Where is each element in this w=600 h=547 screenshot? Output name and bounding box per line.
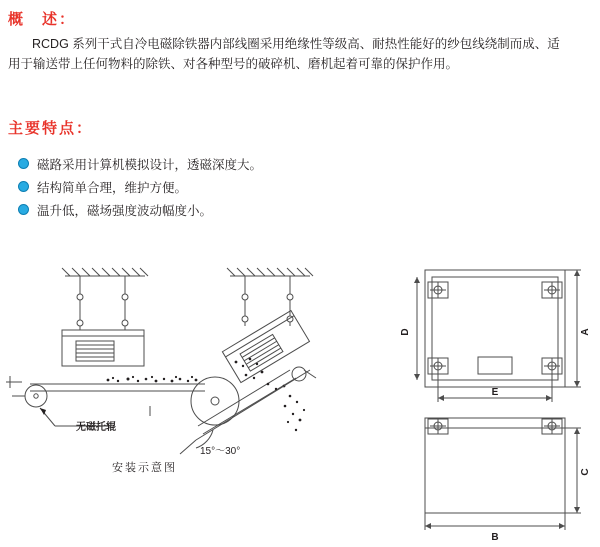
feature-label: 磁路采用计算机模拟设计，透磁深度大。 — [37, 157, 263, 172]
installation-diagram — [0, 258, 390, 543]
bullet-dot-icon — [18, 181, 29, 192]
bullet-dot-icon — [18, 204, 29, 215]
overview-paragraph-block — [8, 34, 568, 74]
feature-label: 温升低，磁场强度波动幅度小。 — [37, 203, 213, 218]
list-item — [18, 198, 498, 221]
list-item — [18, 152, 498, 175]
list-item — [18, 175, 498, 198]
features-heading: 主要特点： — [8, 120, 94, 137]
dimension-label-c: C — [580, 468, 591, 476]
overview-paragraph: RCDG 系列干式自冷电磁除铁器内部线圈采用绝缘性等级高、耐热性能好的纱包线绕制而成、适用于输送带上任何物料的除铁、对各种型号的破碎机、磨机起着可靠的保护作用。 — [8, 37, 560, 71]
dimension-drawing — [400, 258, 600, 543]
dimension-label-d: D — [400, 328, 411, 336]
roller-label: 无磁托辊 — [76, 422, 116, 433]
dimension-label-b: B — [491, 532, 499, 543]
dimension-label-e: E — [491, 387, 499, 398]
overview-heading: 概 述： — [8, 11, 77, 28]
figure-caption: 安装示意图 — [112, 462, 177, 474]
features-list — [18, 152, 498, 221]
dimension-label-a: A — [580, 328, 591, 336]
angle-label: 15°～30° — [200, 446, 241, 457]
feature-label: 结构简单合理，维护方便。 — [37, 180, 188, 195]
bullet-dot-icon — [18, 158, 29, 169]
